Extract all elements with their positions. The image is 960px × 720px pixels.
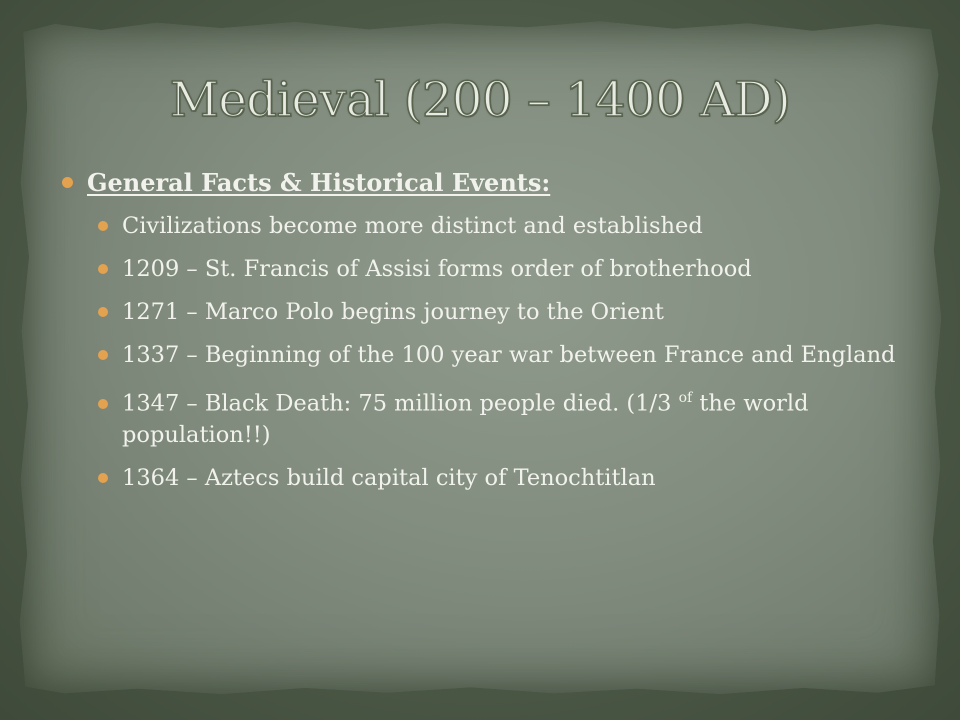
list-item bbox=[98, 463, 912, 494]
superscript-text: of bbox=[678, 390, 693, 406]
text-before: 1347 – Black Death: 75 million people died. (1/3 bbox=[122, 390, 679, 417]
bullet-icon bbox=[98, 473, 108, 483]
list-item bbox=[98, 340, 912, 371]
text-after: the world population!!) bbox=[122, 390, 809, 448]
list-item-text bbox=[122, 383, 912, 451]
list-item bbox=[98, 254, 912, 285]
list-item-text: 1364 – Aztecs build capital city of Tenochtitlan bbox=[122, 464, 656, 491]
list-item-text: 1271 – Marco Polo begins journey to the Orient bbox=[122, 299, 664, 325]
list-item-text: 1209 – St. Francis of Assisi forms order of brotherhood bbox=[122, 256, 752, 282]
bullet-icon bbox=[98, 399, 108, 409]
heading-bullet bbox=[62, 168, 912, 197]
bullet-icon bbox=[62, 177, 73, 188]
bullet-icon bbox=[98, 307, 108, 317]
section-heading: General Facts & Historical Events: bbox=[87, 168, 551, 197]
bullet-icon bbox=[98, 221, 108, 231]
event-list bbox=[62, 211, 912, 494]
list-item bbox=[98, 211, 912, 242]
bullet-icon bbox=[98, 264, 108, 274]
list-item bbox=[98, 297, 912, 328]
slide-content bbox=[62, 168, 912, 506]
list-item bbox=[98, 383, 912, 451]
list-item-text: 1337 – Beginning of the 100 year war between France and England bbox=[122, 342, 896, 368]
list-item-text: Civilizations become more distinct and established bbox=[122, 213, 703, 239]
slide-title: Medieval (200 – 1400 AD) bbox=[169, 72, 791, 128]
bullet-icon bbox=[98, 350, 108, 360]
